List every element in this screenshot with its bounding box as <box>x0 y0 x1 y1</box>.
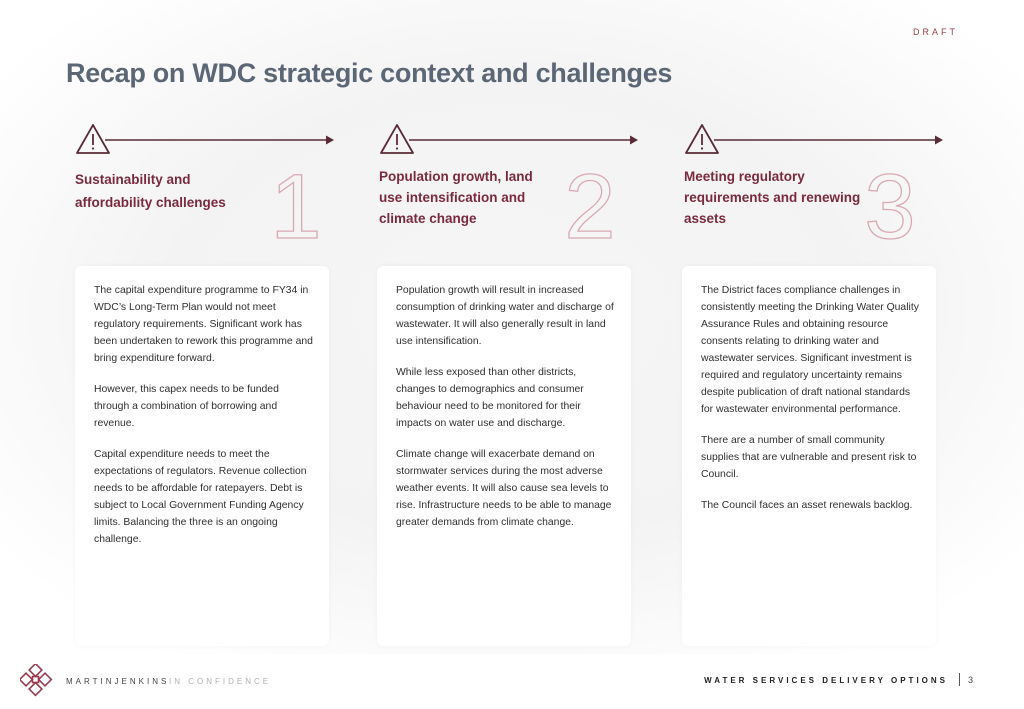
challenge-card-1 <box>75 266 329 646</box>
section-title: WATER SERVICES DELIVERY OPTIONS <box>704 676 948 685</box>
arrow-right-icon <box>105 134 335 146</box>
page-number: 3 <box>967 675 973 685</box>
warning-arrow-row <box>684 122 944 158</box>
challenge-number-text: 1 <box>270 162 322 246</box>
card-paragraph: The Council faces an asset renewals backlog. <box>701 500 913 511</box>
challenge-number-text: 2 <box>564 162 616 246</box>
footer <box>0 654 1024 709</box>
challenge-card-3 <box>682 266 936 646</box>
footer-divider <box>959 673 960 686</box>
martinjenkins-logo <box>20 664 54 698</box>
challenge-number-3 <box>860 162 920 246</box>
challenge-card-2 <box>377 266 631 646</box>
warning-arrow-row <box>379 122 639 158</box>
card-paragraph: However, this capex needs to be funded through a combination of borrowing and revenue. <box>94 384 279 429</box>
card-paragraph: While less exposed than other districts, changes to demographics and consumer behaviour need to be monitored for their impacts on water use and discharge. <box>396 367 584 429</box>
challenge-header-1 <box>66 118 336 248</box>
challenge-number-2 <box>560 162 620 246</box>
arrow-right-icon <box>714 134 944 146</box>
challenge-heading: Sustainability and affordability challenges <box>75 172 226 210</box>
card-paragraph: The capital expenditure programme to FY34 in WDC’s Long-Term Plan would not meet regulatory requirements. Significant work has been undertaken to rework this programme and bring expenditure forward. <box>94 285 313 364</box>
card-paragraph: Capital expenditure needs to meet the expectations of regulators. Revenue collection needs to be affordable for ratepayers. Debt is subject to Local Government Funding Agency limits. Balancing the three is an ongoing challenge. <box>94 449 307 545</box>
confidentiality-label: IN CONFIDENCE <box>169 677 272 686</box>
challenge-header-2 <box>370 118 640 248</box>
warning-arrow-row <box>75 122 335 158</box>
challenge-number-text: 3 <box>864 162 916 246</box>
card-paragraph: The District faces compliance challenges in consistently meeting the Drinking Water Quality Assurance Rules and obtaining resource consents relating to drinking water and wastewater services. Significant investment is required and regulatory uncertainty remains despite publication of draft national standards for wastewater environmental performance. <box>701 285 919 415</box>
challenge-heading: Population growth, land use intensification and climate change <box>379 169 533 226</box>
challenge-number-1 <box>266 162 326 246</box>
card-paragraph: Climate change will exacerbate demand on stormwater services during the most adverse weather events. It will also cause sea levels to rise. Infrastructure needs to be able to manage greater demands from climate change. <box>396 449 612 528</box>
draft-label: DRAFT <box>913 27 958 37</box>
challenge-heading: Meeting regulatory requirements and renewing assets <box>684 169 861 226</box>
card-paragraph: Population growth will result in increased consumption of drinking water and discharge of wastewater. It will also generally result in land use intensification. <box>396 285 614 347</box>
challenge-header-3 <box>675 118 945 248</box>
page-title: Recap on WDC strategic context and challenges <box>66 58 673 88</box>
brand-name: MARTINJENKINS <box>66 677 170 686</box>
arrow-right-icon <box>409 134 639 146</box>
card-paragraph: There are a number of small community supplies that are vulnerable and present risk to Council. <box>701 435 917 480</box>
